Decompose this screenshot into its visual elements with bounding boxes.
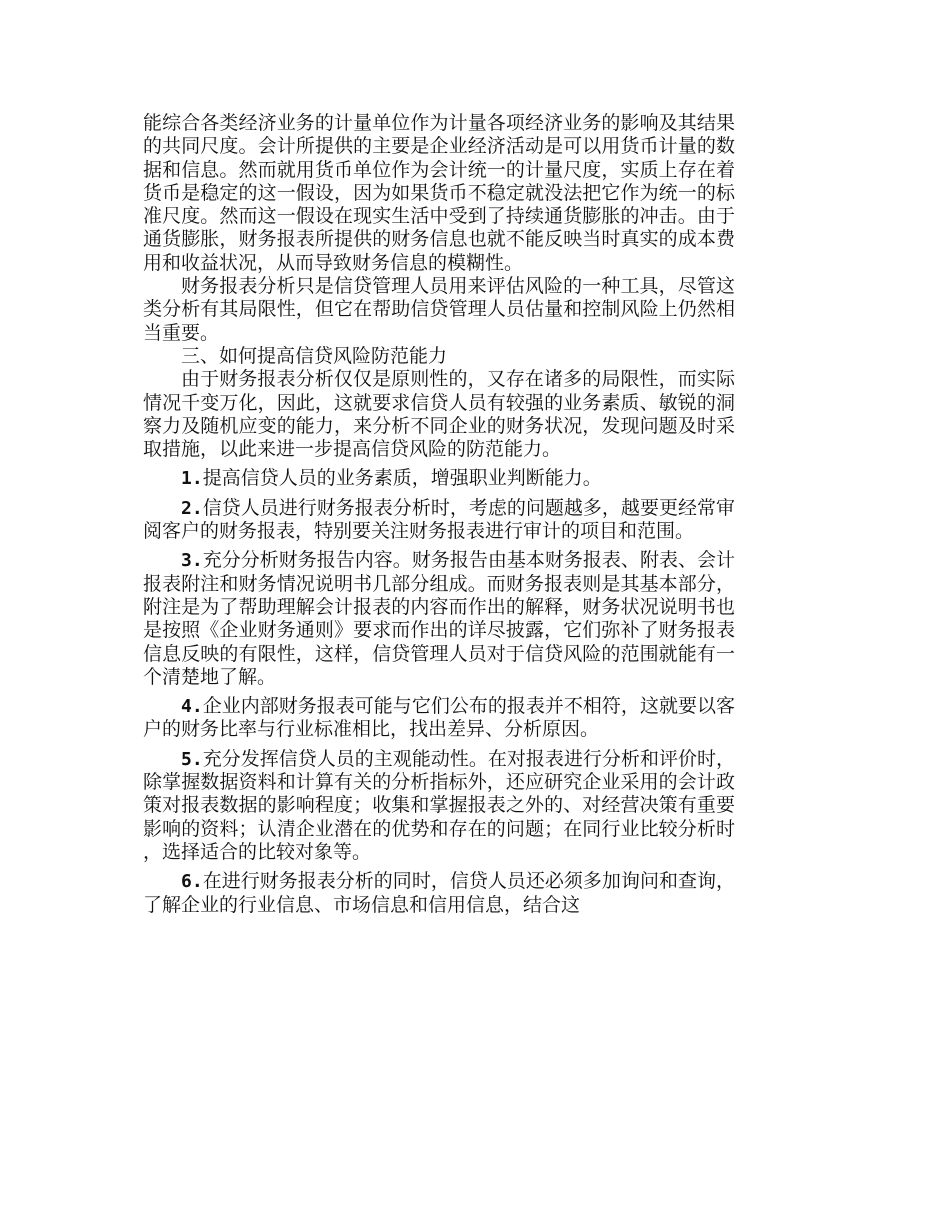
list-item-number: 3.: [181, 550, 203, 572]
list-item-text: 充分发挥信贷人员的主观能动性。在对报表进行分析和评价时，除掌握数据资料和计算有关的分析指标外，还应研究企业采用的会计政策对报表数据的影响程度；收集和掌握报表之外的、对经营决策有重要影响的资料；认清企业潜在的优势和存在的问题；在同行业比较分析时，选择适合的比较对象等。: [143, 747, 735, 863]
list-item: [143, 695, 735, 742]
list-item: [143, 467, 735, 490]
list-item-text: 在进行财务报表分析的同时，信贷人员还必须多加询问和查询，了解企业的行业信息、市场信息和信用信息，结合这: [143, 870, 735, 916]
list-item: [143, 497, 735, 544]
list-item-number: 1.: [181, 468, 203, 490]
paragraph-analysis-tool: 财务报表分析只是信贷管理人员用来评估风险的一种工具，尽管这类分析有其局限性，但它在帮助信贷管理人员估量和控制风险上仍然相当重要。: [143, 275, 735, 344]
paragraph-currency-assumption: 能综合各类经济业务的计量单位作为计量各项经济业务的影响及其结果的共同尺度。会计所提供的主要是企业经济活动是可以用货币计量的数据和信息。然而就用货币单位作为会计统一的计量尺度，实质上存在着货币是稳定的这一假设，因为如果货币不稳定就没法把它作为统一的标准尺度。然而这一假设在现实生活中受到了持续通货膨胀的冲击。由于通货膨胀，财务报表所提供的财务信息也就不能反映当时真实的成本费用和收益状况，从而导致财务信息的模糊性。: [143, 112, 735, 274]
list-item: [143, 748, 735, 864]
list-item-number: 5.: [181, 748, 203, 770]
list-item-number: 2.: [181, 497, 203, 519]
section-heading: 三、如何提高信贷风险防范能力: [181, 344, 448, 367]
list-item-text: 企业内部财务报表可能与它们公布的报表并不相符，这就要以客户的财务比率与行业标准相比，找出差异、分析原因。: [143, 695, 735, 741]
paragraph-section-intro: 由于财务报表分析仅仅是原则性的，又存在诸多的局限性，而实际情况千变万化，因此，这就要求信贷人员有较强的业务素质、敏锐的洞察力及随机应变的能力，来分析不同企业的财务状况，发现问题及时采取措施，以此来进一步提高信贷风险的防范能力。: [143, 368, 735, 461]
list-item-number: 4.: [181, 696, 203, 718]
list-item-text: 充分分析财务报告内容。财务报告由基本财务报表、附表、会计报表附注和财务情况说明书几部分组成。而财务报表则是其基本部分，附注是为了帮助理解会计报表的内容而作出的解释，财务状况说明书也是按照《企业财务通则》要求而作出的详尽披露，它们弥补了财务报表信息反映的有限性，这样，信贷管理人员对于信贷风险的范围就能有一个清楚地了解。: [143, 549, 735, 688]
list-item-text: 提高信贷人员的业务素质，增强职业判断能力。: [202, 467, 602, 490]
list-item: [143, 870, 735, 917]
list-item: [143, 549, 735, 689]
document-page: [143, 112, 735, 917]
list-item-number: 6.: [181, 871, 203, 893]
list-item-text: 信贷人员进行财务报表分析时，考虑的问题越多，越要更经常审阅客户的财务报表，特别要关注财务报表进行审计的项目和范围。: [143, 496, 735, 543]
